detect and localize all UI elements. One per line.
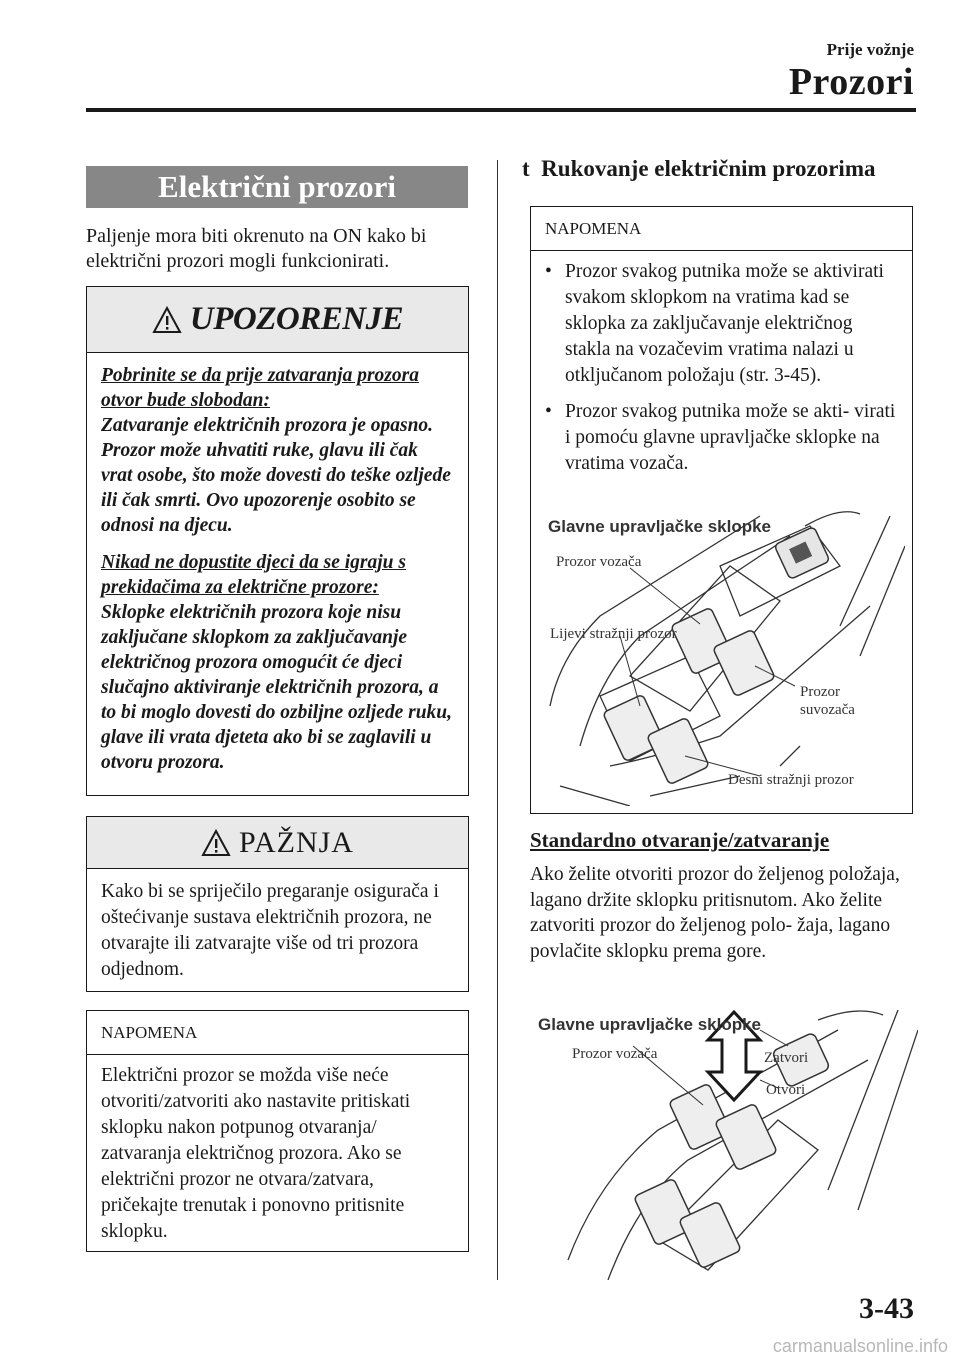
subheading — [522, 156, 875, 182]
diagram1-driver-label: Prozor vozača — [556, 554, 642, 570]
watermark: carmanualsonline.info — [772, 1336, 948, 1356]
list-item — [545, 259, 898, 389]
caution-title: PAŽNJA — [239, 825, 354, 859]
bullet-dot-icon: • — [545, 261, 552, 282]
header-section: Prije vožnje — [826, 40, 914, 59]
diagram2-open-label: Otvori — [766, 1082, 806, 1098]
page-title: Prozori — [788, 61, 914, 103]
standard-heading: Standardno otvaranje/zatvaranje — [530, 828, 830, 852]
warning-text-1: Zatvaranje električnih prozora je opasno. Prozor može uhvatiti ruke, glavu ili čak vrat osobe, što može dovesti do teške ozljede ili čak smrti. Ovo upozorenje osobito se odnosi na djecu. — [101, 415, 451, 536]
warning-heading-2: Nikad ne dopustite djeci da se igraju s prekidačima za električne prozore: — [101, 552, 406, 598]
page-number: 3-43 — [859, 1292, 914, 1325]
note-bullet-2: Prozor svakog putnika može se akti- virati i pomoću glavne upravljačke sklopke na vratima vozača. — [565, 401, 896, 474]
diagram1-rear-right-label: Desni stražnji prozor — [728, 772, 854, 788]
note-bullet-1: Prozor svakog putnika može se aktivirati svakom sklopkom na vratima kad se sklopka za zaključavanje električnog stakla na vozačevim vratima nalazi u otključanom položaju (str. 3-45). — [565, 261, 884, 386]
warning-text-2: Sklopke električnih prozora koje nisu zaključane sklopkom za zaključavanje električnog prozora omogućit će djeci slučajno aktiviranje električnih prozora, a to bi moglo dovesti do ozbiljne ozljede ruku, glave ili vrata djeteta ako bi se zaglavili u otvoru prozora. — [101, 602, 453, 773]
intro-text: Paljenje mora biti okrenuto na ON kako bi električni prozori mogli funkcionirati. — [86, 225, 427, 272]
lock-switch — [774, 526, 830, 579]
warning-body — [87, 353, 468, 775]
diagram2-main-label: Glavne upravljačke sklopke — [538, 1015, 762, 1034]
diagram1-rear-left-label: Lijevi stražnji prozor — [550, 626, 677, 642]
note-box — [86, 1010, 469, 1252]
warning-header — [87, 287, 468, 353]
caution-header — [87, 817, 468, 869]
list-item — [545, 399, 898, 477]
diagram1-passenger-label-2: suvozača — [800, 702, 855, 718]
section-title-banner: Električni prozori — [86, 166, 468, 208]
warning-heading-1: Pobrinite se da prije zatvaranja prozora otvor bude slobodan: — [101, 365, 419, 411]
window-switches-2 — [634, 1083, 778, 1269]
subheading-text: Rukovanje električnim prozorima — [541, 156, 876, 181]
caution-triangle-icon — [201, 829, 231, 857]
note-text: Električni prozor se možda više neće otvoriti/zatvoriti ako nastavite pritiskati sklopku nakon potpunog otvaranja/ zatvaranja električnog prozora. Ako se električni prozor ne otvara/zatvara, pričekajte trenutak i ponovno pritisnite sklopku. — [101, 1065, 411, 1242]
standard-text: Ako želite otvoriti prozor do željenog položaja, lagano držite sklopku pritisnutom. Ako želite zatvoriti prozor do željenog polo- žaja, lagano povlačite sklopku prema gore. — [530, 864, 900, 962]
warning-box — [86, 286, 469, 796]
diagram1-main-label: Glavne upravljačke sklopke — [548, 517, 772, 536]
header-rule — [86, 108, 916, 112]
caution-box — [86, 816, 469, 992]
warning-title: UPOZORENJE — [189, 301, 404, 337]
diagram2-close-label: Zatvori — [764, 1050, 809, 1066]
subheading-bullet: t — [522, 156, 530, 181]
diagram2-driver-label: Prozor vozača — [572, 1046, 658, 1062]
bullet-dot-icon: • — [545, 401, 552, 422]
switch-panel-diagram — [540, 506, 905, 806]
diagram1-passenger-label-1: Prozor — [800, 684, 840, 700]
column-divider — [497, 160, 498, 1280]
open-close-diagram — [538, 1010, 918, 1280]
warning-triangle-icon — [152, 306, 182, 334]
note-header-2: NAPOMENA — [531, 207, 912, 251]
caution-text: Kako bi se spriječilo pregaranje osigurača i oštećivanje sustava električnih prozora, ne otvarajte ili zatvarajte više od tri prozora odjednom. — [101, 881, 439, 980]
note-header: NAPOMENA — [87, 1011, 468, 1055]
note-body-2 — [531, 251, 912, 495]
